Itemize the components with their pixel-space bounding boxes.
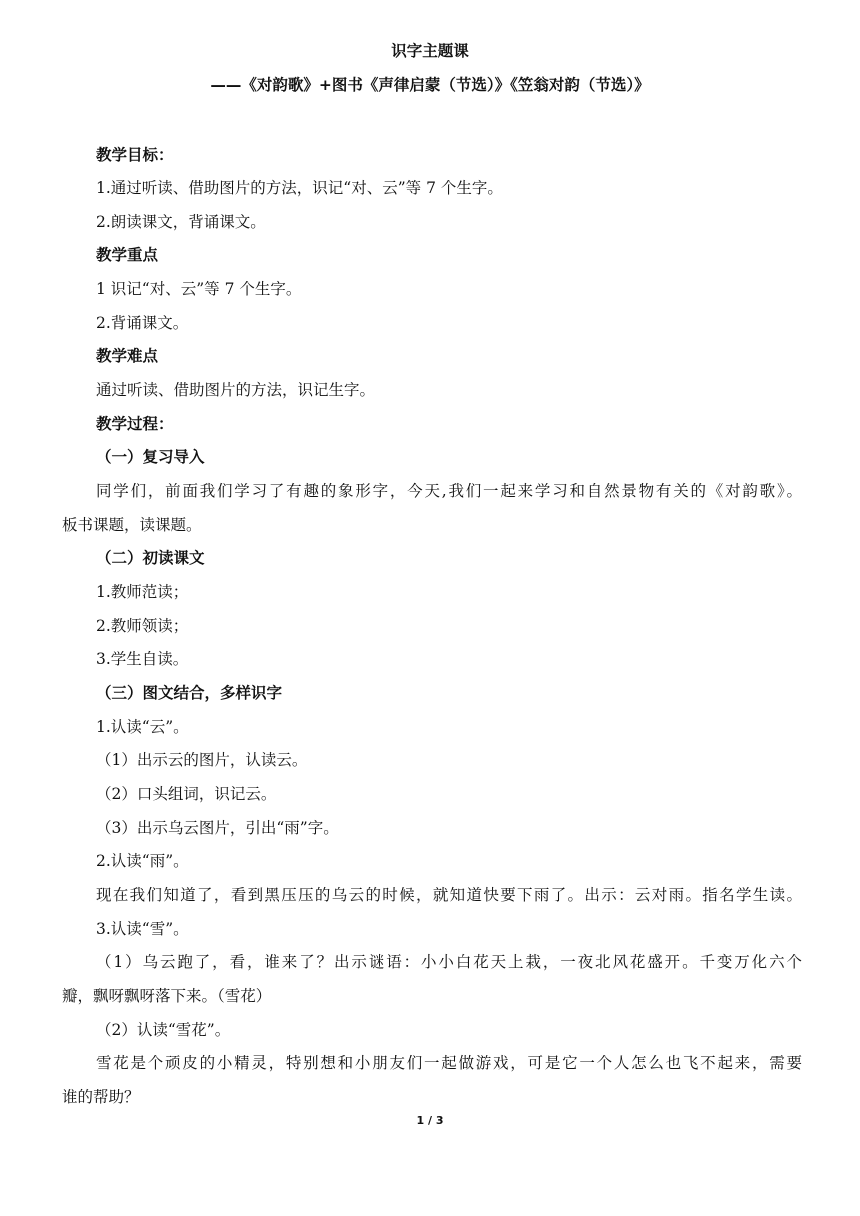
paragraph-line: 谁的帮助？ [62,1088,140,1106]
goals-heading: 教学目标： [96,146,174,164]
paragraph-line: 瓣，飘呀飘呀落下来。（雪花） [62,987,272,1005]
goal-item: 1.通过听读、借助图片的方法，识记“对、云”等 7 个生字。 [96,179,503,197]
paragraph-line: 板书课题，读课题。 [62,516,202,534]
key-point-item: 2.背诵课文。 [96,314,189,332]
paragraph-line: 雪花是个顽皮的小精灵，特别想和小朋友们一起做游戏，可是它一个人怎么也飞不起来，需要 [96,1054,802,1072]
section-heading: （二）初读课文 [96,549,205,567]
process-heading: 教学过程： [96,415,174,433]
key-points-heading: 教学重点 [96,246,159,264]
difficulty-heading: 教学难点 [96,347,159,365]
list-item: 3.学生自读。 [96,650,189,668]
section-heading: （三）图文结合，多样识字 [96,684,283,702]
list-item: 2.教师领读； [96,617,189,635]
list-item: 3.认读“雪”。 [96,920,189,938]
doc-title: 识字主题课 [391,42,469,60]
doc-subtitle: ——《对韵歌》+图书《声律启蒙（节选）》《笠翁对韵（节选）》 [210,76,650,94]
difficulty-text: 通过听读、借助图片的方法，识记生字。 [96,381,376,399]
key-point-item: 1 识记“对、云”等 7 个生字。 [96,280,302,298]
paragraph-line: 现在我们知道了，看到黑压压的乌云的时候，就知道快要下雨了。出示：云对雨。指名学生读。 [96,886,802,904]
list-item: （2）口头组词，识记云。 [96,785,277,803]
page-number: 1 / 3 [416,1114,444,1127]
section-heading: （一）复习导入 [96,448,205,466]
paragraph-line: 同学们，前面我们学习了有趣的象形字，今天,我们一起来学习和自然景物有关的《对韵歌》。 [96,482,802,500]
list-item: （2）认读“雪花”。 [96,1021,231,1039]
goal-item: 2.朗读课文，背诵课文。 [96,213,266,231]
list-item: 2.认读“雨”。 [96,852,189,870]
list-item: （3）出示乌云图片，引出“雨”字。 [96,819,339,837]
paragraph-line: （1）乌云跑了，看，谁来了？出示谜语：小小白花天上栽，一夜北风花盛开。千变万化六个 [96,953,802,971]
list-item: 1.认读“云”。 [96,718,189,736]
list-item: 1.教师范读； [96,583,189,601]
list-item: （1）出示云的图片，认读云。 [96,751,308,769]
